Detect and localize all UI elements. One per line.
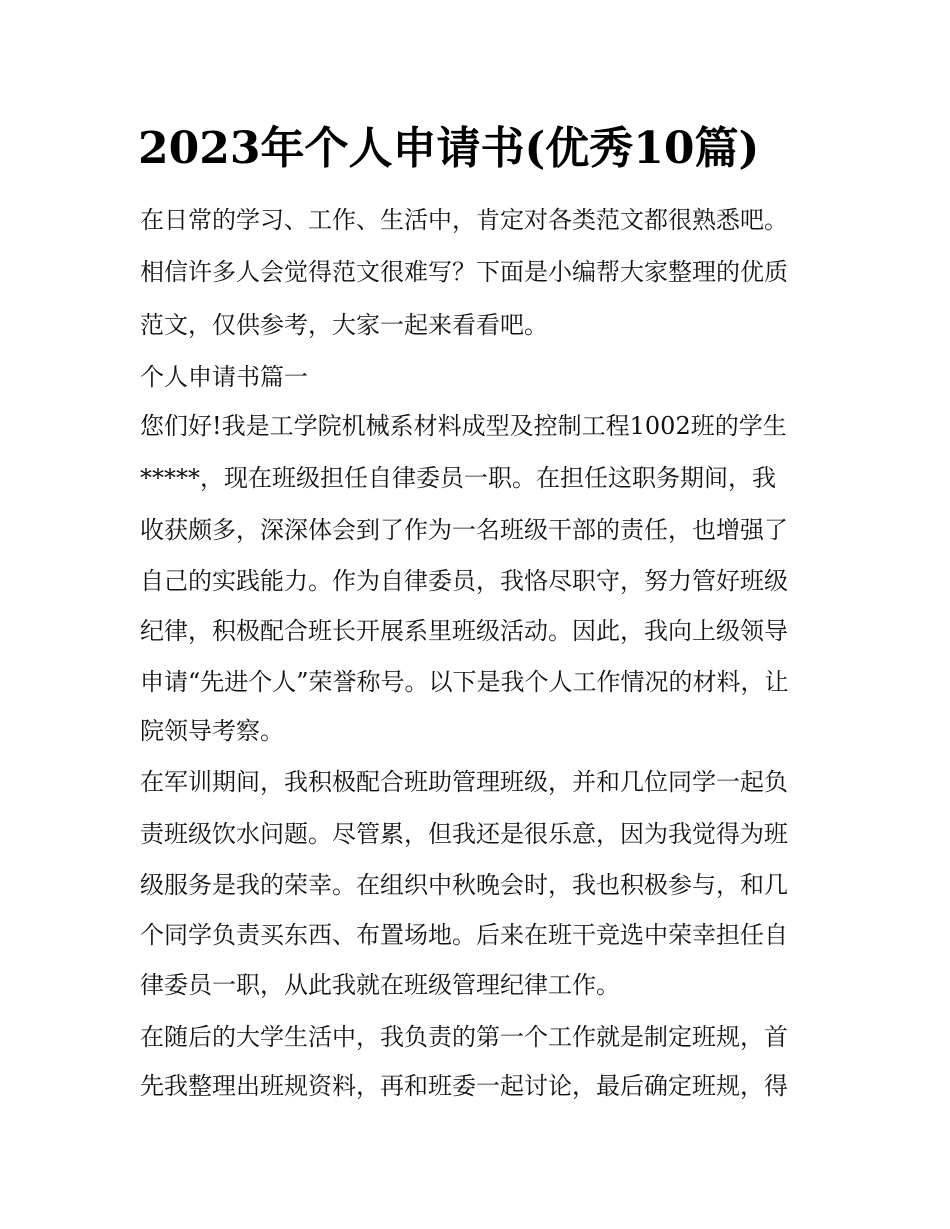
paragraph-line: 在日常的学习、工作、生活中，肯定对各类范文都很熟悉吧。 xyxy=(140,206,788,234)
paragraph-line: 申请“先进个人”荣誉称号。以下是我个人工作情况的材料，让 xyxy=(140,668,789,696)
paragraph-line: 院领导考察。 xyxy=(140,717,284,745)
paragraph-line: 个同学负责买东西、布置场地。后来在班干竞选中荣幸担任自 xyxy=(140,921,788,949)
section-heading: 个人申请书篇一 xyxy=(140,363,308,391)
paragraph-line: 级服务是我的荣幸。在组织中秋晚会时，我也积极参与，和几 xyxy=(140,871,788,899)
paragraph-line: 范文，仅供参考，大家一起来看看吧。 xyxy=(140,311,548,339)
paragraph-line: 相信许多人会觉得范文很难写？下面是小编帮大家整理的优质 xyxy=(140,258,788,286)
paragraph-line: 您们好!我是工学院机械系材料成型及控制工程1002班的学生 xyxy=(140,412,787,440)
paragraph-line: 先我整理出班规资料，再和班委一起讨论，最后确定班规，得 xyxy=(140,1072,788,1100)
paragraph-line: 在军训期间，我积极配合班助管理班级，并和几位同学一起负 xyxy=(140,768,788,796)
paragraph-line: 自己的实践能力。作为自律委员，我恪尽职守，努力管好班级 xyxy=(140,567,788,595)
paragraph-line: 收获颇多，深深体会到了作为一名班级干部的责任，也增强了 xyxy=(140,516,788,544)
paragraph-line: 在随后的大学生活中，我负责的第一个工作就是制定班规，首 xyxy=(140,1023,788,1051)
paragraph-line: 纪律，积极配合班长开展系里班级活动。因此，我向上级领导 xyxy=(140,617,788,645)
paragraph-line: 责班级饮水问题。尽管累，但我还是很乐意，因为我觉得为班 xyxy=(140,820,788,848)
paragraph-line: 律委员一职，从此我就在班级管理纪律工作。 xyxy=(140,971,620,999)
paragraph-line: *****，现在班级担任自律委员一职。在担任这职务期间，我 xyxy=(140,464,776,492)
document-title: 2023年个人申请书(优秀10篇) xyxy=(138,123,760,174)
